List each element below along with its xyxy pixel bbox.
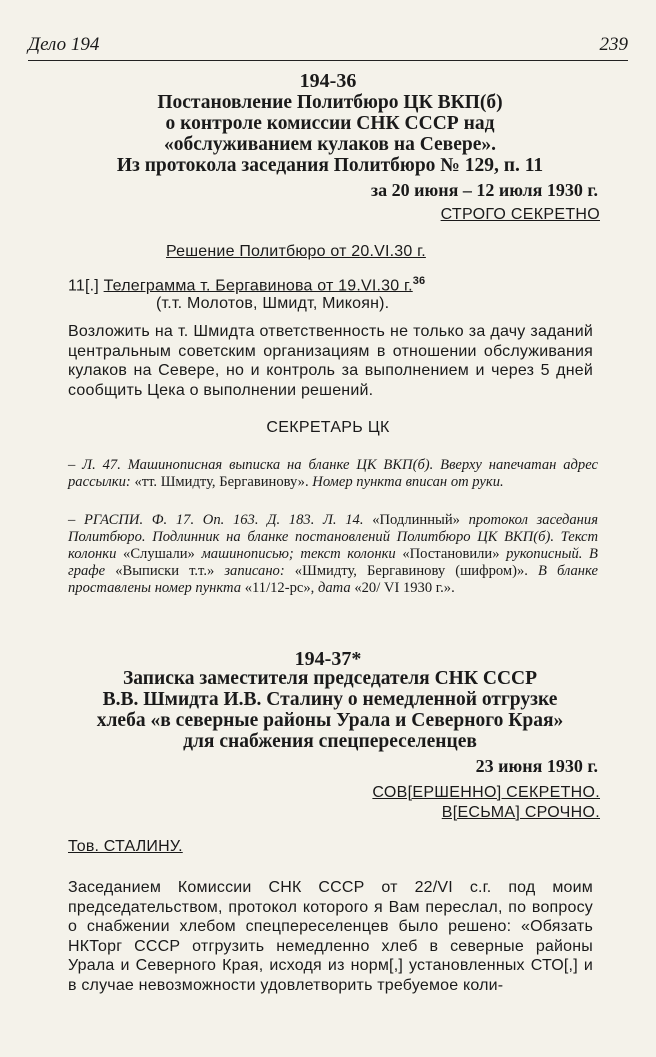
note2-part: – РГАСПИ. Ф. 17. Оп. 163. Д. 183. Л. 14. xyxy=(68,512,373,528)
doc1-title-line: Постановление Политбюро ЦК ВКП(б) xyxy=(157,92,503,113)
note2-quote: «Слушали» xyxy=(123,546,195,562)
note2-part: дата xyxy=(314,580,355,596)
doc2-title-line: для снабжения спецпереселенцев xyxy=(183,731,477,752)
note2-part: В бланке проставлены номер пункта xyxy=(68,563,598,596)
doc2-title-line: В.В. Шмидта И.В. Сталину о немедленной отгрузке xyxy=(102,689,558,710)
doc1-title-line: Из протокола заседания Политбюро № 129, п. 11 xyxy=(116,155,544,176)
archival-note-1 xyxy=(68,457,598,491)
doc2-date: 23 июня 1930 г. xyxy=(475,756,598,776)
doc2-number: 194-37* xyxy=(294,648,362,670)
item-title: Телеграмма т. Бергавинова от 19.VI.30 г. xyxy=(103,277,413,295)
agenda-item xyxy=(68,275,425,295)
note1-part: Номер пункта вписан от руки. xyxy=(308,474,504,490)
doc1-number: 194-36 xyxy=(299,70,357,92)
doc2-classification-1: СОВ[ЕРШЕННО] СЕКРЕТНО. xyxy=(372,784,600,801)
note2-part: записано: xyxy=(214,563,295,579)
note2-part: протокол заседания Политбюро. Подлинник на бланке постановлений Политбюро ЦК ВКП(б). Текст колонки xyxy=(68,512,599,562)
doc2-title xyxy=(40,668,620,752)
doc1-title xyxy=(40,92,620,176)
doc1-title-line: о контроле комиссии СНК СССР над xyxy=(165,113,495,134)
note2-quote: «Постановили» xyxy=(402,546,500,562)
doc2-body-text: Заседанием Комиссии СНК СССР от 22/VI с.г. под моим председательством, протокол которого я Вам переслал, по вопросу о снабжении хлебом спецпереселенцев было решено: «Обязать НКТорг СССР отгрузить немедленно хлеб в северные районы Урала и Северного Края, исходя из норм[,] установленных СТО[,] и в случае невозможности удовлетворить требуемое коли- xyxy=(68,879,593,994)
header-case-label: Дело 194 xyxy=(28,34,100,55)
note2-part: машинописью; текст колонки xyxy=(194,546,403,562)
note2-quote: «Подлинный» xyxy=(372,512,460,528)
doc2-title-line: хлеба «в северные районы Урала и Северного Края» xyxy=(96,710,564,731)
note1-quote: «тт. Шмидту, Бергавинову». xyxy=(134,474,309,490)
archival-note-2 xyxy=(68,512,598,597)
page-number: 239 xyxy=(599,34,628,55)
note2-quote: «Шмидту, Бергавинову (шифром)». xyxy=(294,563,528,579)
doc2-title-line: Записка заместителя председателя СНК СССР xyxy=(122,668,538,689)
footnote-marker: 36 xyxy=(412,275,426,287)
running-header xyxy=(28,34,628,61)
note2-quote: «20/ VI 1930 г.». xyxy=(354,580,455,596)
doc1-resolution-text: Возложить на т. Шмидта ответственность не только за дачу заданий центральным советским организациям в отношении обслуживания кулаков на Севере, но и контроль за выполнением и через 5 дней сообщить Цека о выполнении решений. xyxy=(68,323,593,399)
doc2-addressee: Тов. СТАЛИНУ. xyxy=(68,838,183,855)
doc1-date: за 20 июня – 12 июля 1930 г. xyxy=(370,180,598,200)
decision-reference: Решение Политбюро от 20.VI.30 г. xyxy=(166,243,426,260)
item-number: 11[.] xyxy=(68,277,99,295)
note2-part: рукописный. В графе xyxy=(68,546,598,579)
item-speakers: (т.т. Молотов, Шмидт, Микоян). xyxy=(156,295,390,312)
doc2-classification-2: В[ЕСЬМА] СРОЧНО. xyxy=(441,804,600,821)
note2-quote: «Выписки т.т.» xyxy=(115,563,215,579)
note1-part: – Л. 47. Машинописная выписка на бланке ЦК ВКП(б). Вверху напечатан адрес рассылки: xyxy=(68,457,598,490)
doc1-classification: СТРОГО СЕКРЕТНО xyxy=(440,206,600,223)
note2-quote: «11/12-рс», xyxy=(244,580,315,596)
doc1-signature: СЕКРЕТАРЬ ЦК xyxy=(266,419,390,436)
doc1-title-line: «обслуживанием кулаков на Севере». xyxy=(164,134,496,155)
